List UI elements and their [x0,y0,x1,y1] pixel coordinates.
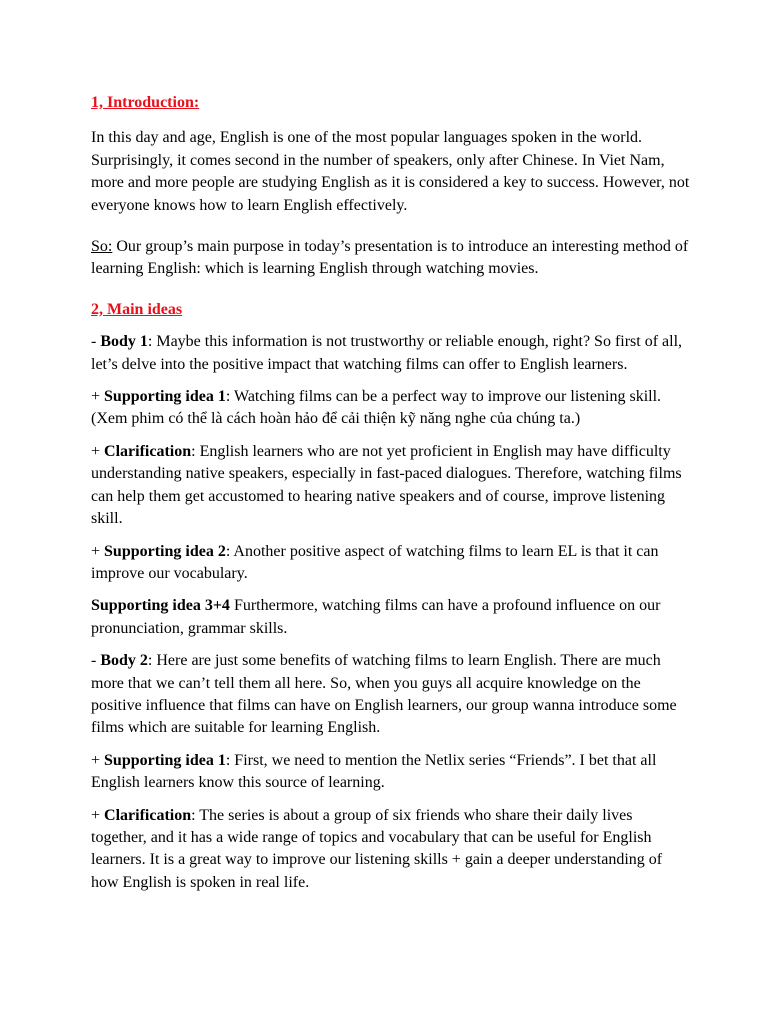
supporting-idea-1-paragraph [91,386,691,431]
supporting-idea-1b-paragraph [91,750,691,795]
intro-heading: 1, Introduction: [91,94,200,111]
paragraph-label: Supporting idea 3+4 [91,597,230,615]
paragraph-label: Clarification [104,806,192,824]
intro-paragraph: In this day and age, English is one of the most popular languages spoken in the world. Surprisingly, it comes second in the number of speakers, only after Chinese. In Viet Nam, more and more people are studying English as it is considered a key to success. However, not everyone knows how to learn English effectively. [91,129,690,214]
body-1-paragraph [91,331,691,376]
paragraph-text: : The series is about a group of six friends who share their daily lives together, and it has a wide range of topics and vocabulary that can be useful for English learners. It is a great way to improve our listening skills + gain a deeper understanding of how English is spoken in real life. [91,806,663,891]
paragraph-text: : Here are just some benefits of watching films to learn English. There are much more that we can’t tell them all here. So, when you guys all acquire knowledge on the positive influence that films can have on English learners, our group wanna introduce some films which are suitable for learning English. [91,652,677,737]
paragraph-text: : Watching films can be a perfect way to improve our listening skill. (Xem phim có thể là cách hoàn hảo để cải thiện kỹ năng nghe của chúng ta.) [91,388,662,428]
so-label: So: [91,238,113,256]
body-2-paragraph [91,650,691,740]
document-page [91,92,691,894]
paragraph-label: Clarification [104,442,192,460]
paragraph-text: Furthermore, watching films can have a profound influence on our pronunciation, grammar skills. [91,597,661,637]
clarification-2-paragraph [91,805,691,895]
paragraph-text: : Another positive aspect of watching films to learn EL is that it can improve our vocabulary. [91,542,659,582]
paragraph-label: Body 2 [100,652,148,670]
paragraph-prefix: - [91,652,101,670]
supporting-idea-3-4-paragraph [91,595,691,640]
paragraph-label: Body 1 [100,333,148,351]
paragraph-label: Supporting idea 2 [104,542,226,560]
paragraph-label: Supporting idea 1 [104,388,226,406]
paragraph-label: Supporting idea 1 [104,751,226,769]
paragraph-prefix: + [91,751,105,769]
paragraph-prefix: + [91,806,105,824]
paragraph-prefix: + [91,542,105,560]
paragraph-prefix: - [91,333,101,351]
purpose-text: Our group’s main purpose in today’s presentation is to introduce an interesting method of learning English: which is learning English through watching movies. [91,238,689,278]
paragraph-prefix: + [91,442,105,460]
main-ideas-heading: 2, Main ideas [91,300,183,318]
clarification-1-paragraph [91,441,691,531]
supporting-idea-2-paragraph [91,541,691,586]
paragraph-text: : English learners who are not yet proficient in English may have difficulty understanding native speakers, especially in fast-paced dialogues. Therefore, watching films can help them get accustomed to hearing native speakers and of course, improve listening skill. [91,442,682,528]
paragraph-text: : First, we need to mention the Netlix series “Friends”. I bet that all English learners know this source of learning. [91,751,657,792]
paragraph-text: : Maybe this information is not trustworthy or reliable enough, right? So first of all, let’s delve into the positive impact that watching films can offer to English learners. [91,333,683,373]
paragraph-prefix: + [91,388,105,406]
purpose-paragraph [91,236,691,281]
